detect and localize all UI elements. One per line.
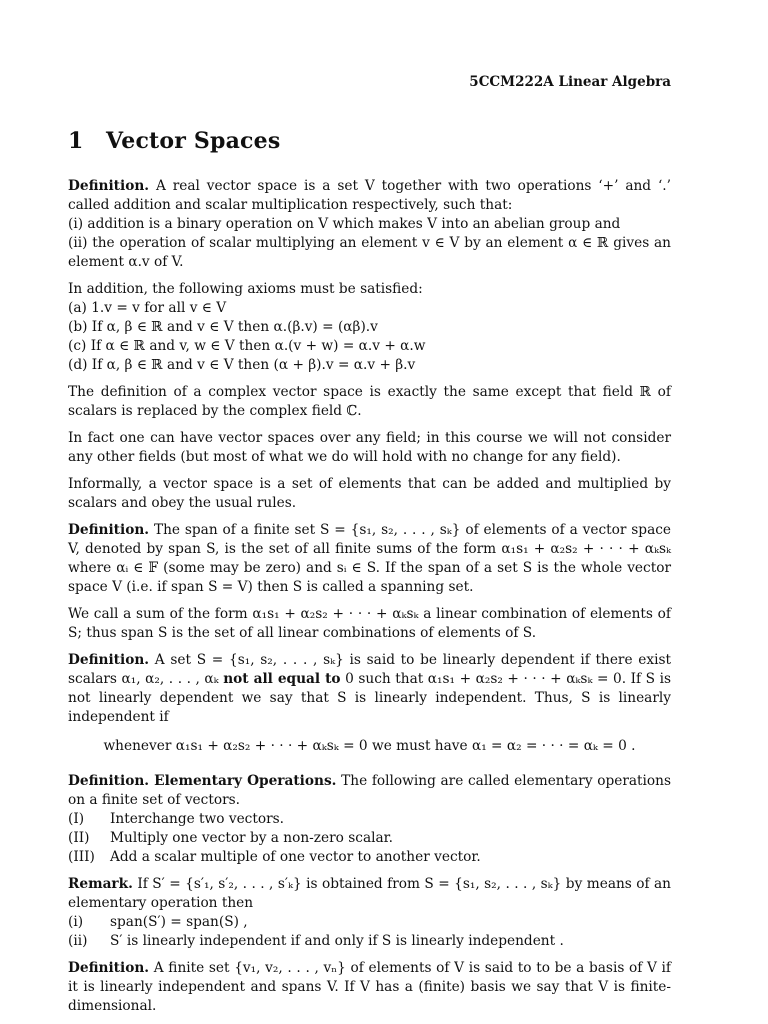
axioms-intro: In addition, the following axioms must be satisfied: bbox=[68, 281, 423, 297]
definition-text: The following are called elementary operations on a finite set of vectors. bbox=[68, 773, 671, 808]
paragraph-complex: The definition of a complex vector space is exactly the same except that field ℝ of scalars is replaced by the complex field ℂ. bbox=[68, 384, 671, 419]
remark-label: Remark. bbox=[68, 876, 133, 892]
definition-text: A set S = {s₁, s₂, . . . , sₖ} is said to be linearly dependent if there exist scalars α₁, α₂, . . . , αₖ bbox=[68, 652, 671, 687]
operation-item bbox=[68, 810, 671, 829]
axiom-d: (d) If α, β ∈ ℝ and v ∈ V then (α + β).v = α.v + β.v bbox=[68, 357, 416, 373]
remark-item-label: (ii) bbox=[68, 933, 88, 949]
axioms bbox=[68, 280, 671, 375]
emphasis-bold: not all equal to bbox=[223, 671, 341, 687]
condition-i: (i) addition is a binary operation on V which makes V into an abelian group and bbox=[68, 216, 621, 232]
section-heading bbox=[68, 128, 280, 154]
axiom-a: (a) 1.v = v for all v ∈ V bbox=[68, 300, 227, 316]
definition-text-cont: 0 such that α₁s₁ + α₂s₂ + · · · + αₖsₖ = 0. If S is not linearly dependent we say that S is linearly independent. Thus, S is linearly independent if bbox=[68, 671, 672, 725]
remark-item-text: span(S′) = span(S) , bbox=[110, 914, 248, 930]
operation-text: Interchange two vectors. bbox=[110, 811, 285, 827]
operation-item bbox=[68, 848, 671, 867]
operation-item bbox=[68, 829, 671, 848]
operation-label: (III) bbox=[68, 849, 95, 865]
definition-text: The span of a finite set S = {s₁, s₂, . . . , sₖ} of elements of a vector space V, denoted by span S, is the set of all finite sums of the form α₁s₁ + α₂s₂ + · · · + αₖsₖ where αᵢ ∈ 𝔽 (some may be zero) and sᵢ ∈ S. If the span of a set S is the whole vector space V (i.e. if span S = V) then S is called a spanning set. bbox=[68, 522, 671, 595]
paragraph-informal: Informally, a vector space is a set of elements that can be added and multiplied by scalars and obey the usual rules. bbox=[68, 476, 671, 511]
section-number: 1 bbox=[68, 128, 84, 154]
definition-linear-dependence bbox=[68, 651, 671, 727]
paragraph-any-field: In fact one can have vector spaces over any field; in this course we will not consider any other fields (but most of what we do will hold with no change for any field). bbox=[68, 430, 671, 465]
operation-label: (II) bbox=[68, 830, 90, 846]
definition-span bbox=[68, 521, 671, 597]
definition-label: Definition. bbox=[68, 178, 150, 194]
operation-text: Add a scalar multiple of one vector to another vector. bbox=[110, 849, 481, 865]
remark bbox=[68, 875, 671, 951]
definition-vector-space bbox=[68, 177, 671, 272]
running-header: 5CCM222A Linear Algebra bbox=[469, 74, 671, 90]
paragraph-linear-combination: We call a sum of the form α₁s₁ + α₂s₂ + · · · + αₖsₖ a linear combination of elements of S; thus span S is the set of all linear combinations of elements of S. bbox=[68, 606, 671, 641]
remark-text: If S′ = {s′₁, s′₂, . . . , s′ₖ} is obtained from S = {s₁, s₂, . . . , sₖ} by means of an elementary operation then bbox=[68, 876, 671, 911]
document-body bbox=[68, 177, 671, 1024]
condition-ii: (ii) the operation of scalar multiplying an element v ∈ V by an element α ∈ ℝ gives an element α.v of V. bbox=[68, 235, 671, 270]
definition-label: Definition. bbox=[68, 652, 150, 668]
operation-text: Multiply one vector by a non-zero scalar. bbox=[110, 830, 394, 846]
axiom-b: (b) If α, β ∈ ℝ and v ∈ V then α.(β.v) = (αβ).v bbox=[68, 319, 378, 335]
axiom-c: (c) If α ∈ ℝ and v, w ∈ V then α.(v + w) = α.v + α.w bbox=[68, 338, 426, 354]
definition-label: Definition. bbox=[68, 522, 150, 538]
definition-basis bbox=[68, 959, 671, 1016]
remark-item bbox=[68, 913, 671, 932]
operation-label: (I) bbox=[68, 811, 85, 827]
display-equation: whenever α₁s₁ + α₂s₂ + · · · + αₖsₖ = 0 we must have α₁ = α₂ = · · · = αₖ = 0 . bbox=[103, 738, 636, 754]
definition-label: Definition. bbox=[68, 960, 150, 976]
definition-elementary-operations bbox=[68, 772, 671, 867]
section-title: Vector Spaces bbox=[106, 128, 281, 154]
definition-label: Definition. Elementary Operations. bbox=[68, 773, 337, 789]
remark-item-text: S′ is linearly independent if and only if S is linearly independent . bbox=[110, 933, 564, 949]
definition-text: A finite set {v₁, v₂, . . . , vₙ} of elements of V is said to to be a basis of V if it is linearly independent and spans V. If V has a (finite) basis we say that V is finite-dimensional. bbox=[68, 960, 672, 1014]
definition-text: A real vector space is a set V together with two operations ‘+’ and ‘.’ called addition and scalar multiplication respectively, such that: bbox=[68, 178, 672, 213]
remark-item-label: (i) bbox=[68, 914, 84, 930]
remark-item bbox=[68, 932, 671, 951]
